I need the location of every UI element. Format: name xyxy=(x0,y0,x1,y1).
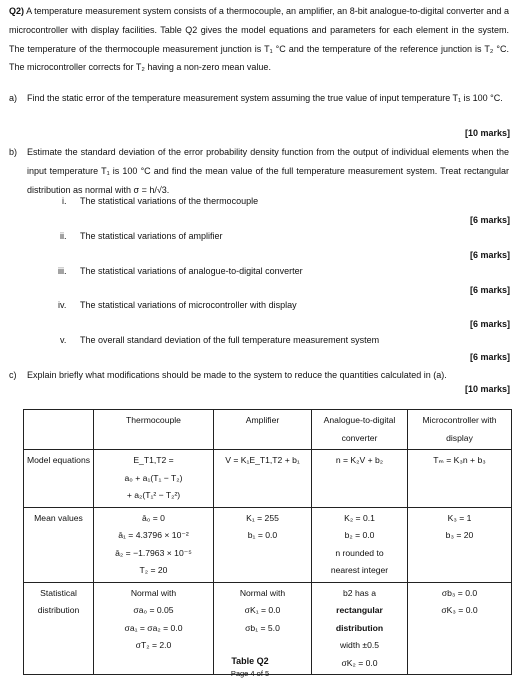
cell-line: K₂ = 0.1 xyxy=(344,512,375,523)
cell-line: ā₀ = 0 xyxy=(142,512,165,523)
cell-line: width ±0.5 xyxy=(339,640,380,650)
table-cell xyxy=(312,507,408,582)
cell-line: b₂ = 0.0 xyxy=(344,530,375,540)
cell-line: σK₃ = 0.0 xyxy=(441,605,478,615)
cell-line: σT₂ = 2.0 xyxy=(135,640,172,650)
item-text: The statistical variations of analogue-to-digital converter xyxy=(80,266,303,276)
row-label: Model equations xyxy=(24,450,94,508)
cell-line: K₁ = 255 xyxy=(246,512,279,523)
table-q2 xyxy=(23,409,512,675)
cell-line: E_T1,T2 = xyxy=(133,455,174,465)
part-c-label: c) xyxy=(9,370,17,380)
table-cell xyxy=(214,507,312,582)
table-cell xyxy=(408,450,512,508)
item-text: The overall standard deviation of the full temperature measurement system xyxy=(80,335,380,345)
cell-line: V = K₁E_T1,T2 + b₁ xyxy=(225,455,300,465)
cell-line: Tₘ = K₃n + b₃ xyxy=(433,455,486,465)
part-a-label: a) xyxy=(9,93,18,103)
cell-line: Normal with xyxy=(130,587,177,598)
part-a-marks: [10 marks] xyxy=(464,128,510,138)
item-number: v. xyxy=(60,335,67,345)
page-number: Page 4 of 5 xyxy=(230,669,270,678)
cell-line: ā₁ = 4.3796 × 10⁻² xyxy=(118,530,189,540)
cell-line: rectangular xyxy=(336,605,383,615)
cell-line: b₃ = 20 xyxy=(445,530,474,540)
cell-line: σa₁ = σa₂ = 0.0 xyxy=(124,622,183,633)
cell-line: b₁ = 0.0 xyxy=(247,530,278,540)
cell-line: σK₁ = 0.0 xyxy=(244,605,281,615)
cell-line: K₃ = 1 xyxy=(447,512,472,523)
header-cell: Analogue-to-digital converter xyxy=(312,410,408,450)
row-label: Statistical distribution xyxy=(24,582,94,675)
question-number: Q2) xyxy=(9,6,25,16)
header-cell: Amplifier xyxy=(214,410,312,450)
table-cell xyxy=(408,507,512,582)
cell-line: nearest integer xyxy=(330,565,389,575)
item-marks: [6 marks] xyxy=(469,352,510,362)
cell-line: σb₃ = 0.0 xyxy=(441,587,478,598)
part-a-text: Find the static error of the temperature measurement system assuming the true value of input temperature T₁ is 100 °C. xyxy=(27,93,503,103)
table-header-row xyxy=(24,410,512,450)
table-cell xyxy=(94,507,214,582)
table-cell xyxy=(214,450,312,508)
header-cell: Thermocouple xyxy=(94,410,214,450)
table-row xyxy=(24,450,512,508)
table-cell xyxy=(312,450,408,508)
item-marks: [6 marks] xyxy=(469,250,510,260)
cell-line: + a₂(T₁² − T₂²) xyxy=(126,490,181,500)
item-number: ii. xyxy=(60,231,67,241)
table-cell xyxy=(94,450,214,508)
table-caption: Table Q2 xyxy=(231,656,269,666)
cell-line: σb₁ = 5.0 xyxy=(245,622,280,633)
part-c-marks: [10 marks] xyxy=(464,384,510,394)
header-cell xyxy=(24,410,94,450)
cell-line: σa₀ = 0.05 xyxy=(133,605,174,615)
cell-line: b2 has a xyxy=(343,587,376,598)
part-b-label: b) xyxy=(9,147,18,157)
cell-line: Normal with xyxy=(239,587,286,598)
cell-line: T₂ = 20 xyxy=(139,565,168,575)
cell-line: ā₂ = −1.7963 × 10⁻⁵ xyxy=(115,547,192,558)
item-text: The statistical variations of the thermocouple xyxy=(80,196,259,206)
cell-line: a₀ + a₁(T₁ − T₂) xyxy=(124,472,183,483)
item-number: i. xyxy=(62,196,67,206)
item-text: The statistical variations of microcontroller with display xyxy=(80,300,297,310)
item-marks: [6 marks] xyxy=(469,319,510,329)
cell-line: n rounded to xyxy=(335,547,384,558)
item-marks: [6 marks] xyxy=(469,215,510,225)
item-number: iii. xyxy=(58,266,67,276)
item-marks: [6 marks] xyxy=(469,285,510,295)
item-text: The statistical variations of amplifier xyxy=(80,231,223,241)
question-intro-text: A temperature measurement system consists of a thermocouple, an amplifier, an 8-bit analogue-to-digital converter and a microcontroller with display facilities. Table Q2 gives the model equations and parameters for each element in the system. The temperature of the thermocouple measurement junction is T₁ °C and the temperature of the reference junction is T₂ °C. The microcontroller corrects for T₂ having a non-zero mean value. xyxy=(9,6,509,73)
cell-line: distribution xyxy=(335,622,384,633)
header-cell: Microcontroller with display xyxy=(408,410,512,450)
item-number: iv. xyxy=(58,300,67,310)
cell-line: σK₂ = 0.0 xyxy=(341,657,378,668)
part-c-text: Explain briefly what modifications should be made to the system to reduce the quantities calculated in (a). xyxy=(27,370,447,380)
part-b-text: Estimate the standard deviation of the error probability density function from the output of individual elements when the input temperature T₁ is 100 °C and find the mean value of the full temperature measurement system. Treat rectangular distribution as normal with σ = h/√3. xyxy=(27,147,509,195)
cell-line: n = K₂V + b₂ xyxy=(335,455,384,465)
row-label: Mean values xyxy=(24,507,94,582)
table-row xyxy=(24,507,512,582)
question-intro xyxy=(9,2,509,77)
